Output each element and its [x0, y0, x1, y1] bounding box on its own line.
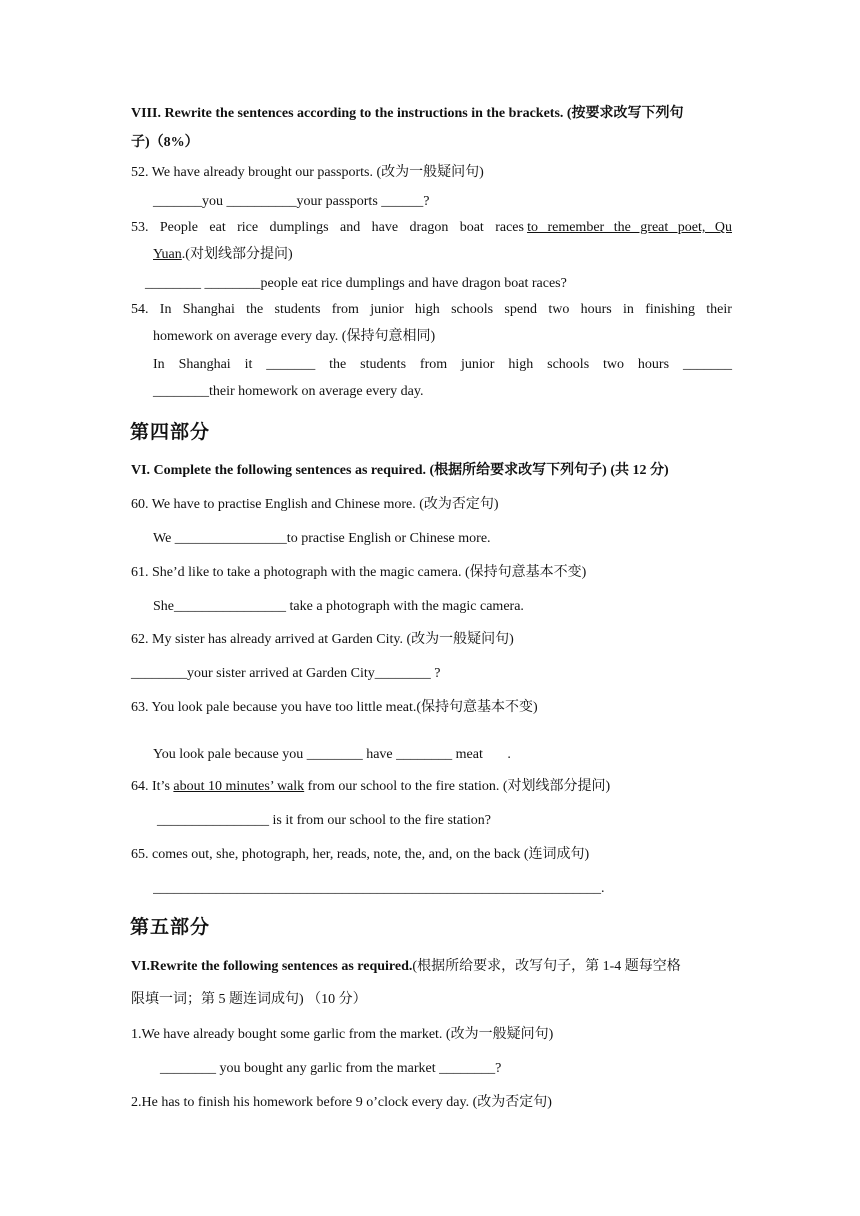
question-54-cont: homework on average every day. (保持句意相同)	[153, 329, 436, 344]
section-8-title-cont: 子)（8%）	[131, 135, 199, 150]
question-63: 63. You look pale because you have too little meat.(保持句意基本不变)	[131, 700, 538, 715]
question-2: 2.He has to finish his homework before 9 o’clock every day. (改为否定句)	[131, 1095, 552, 1110]
answer-1: ________ you bought any garlic from the market ________?	[160, 1061, 502, 1076]
part-4-title: VI. Complete the following sentences as required. (根据所给要求改写下列句子) (共 12 分)	[131, 463, 669, 478]
question-52: 52. We have already brought our passports. (改为一般疑问句)	[131, 165, 484, 180]
answer-64: ________________ is it from our school to the fire station?	[157, 813, 492, 828]
question-53-words: 53. People eat rice dumplings and have dragon boat races	[131, 220, 524, 235]
answer-63: You look pale because you ________ have ________ meat .	[153, 747, 511, 762]
section-8-title: VIII. Rewrite the sentences according to the instructions in the brackets. (按要求改写下列句	[131, 106, 684, 121]
answer-60: We ________________to practise English or Chinese more.	[153, 531, 491, 546]
question-64: 64. It’s about 10 minutes’ walk from our school to the fire station. (对划线部分提问)	[131, 779, 611, 794]
answer-54-cont: ________their homework on average every day.	[153, 384, 424, 399]
part-5-title-cont: 限填一词；第 5 题连词成句) （10 分）	[131, 992, 367, 1007]
part-5-heading: 第五部分	[130, 916, 211, 938]
question-60: 60. We have to practise English and Chinese more. (改为否定句)	[131, 497, 499, 512]
question-1: 1.We have already bought some garlic from the market. (改为一般疑问句)	[131, 1027, 554, 1042]
answer-61: She________________ take a photograph with the magic camera.	[153, 599, 524, 614]
part-4-heading: 第四部分	[130, 421, 211, 443]
answer-65: ________________________________________________________________.	[153, 881, 605, 896]
question-65: 65. comes out, she, photograph, her, reads, note, the, and, on the back (连词成句)	[131, 847, 590, 862]
question-53	[131, 219, 732, 237]
question-53-underlined: to remember the great poet, Qu	[527, 220, 732, 235]
answer-52: _______you __________your passports ______?	[153, 194, 430, 209]
part-5-title: VI.Rewrite the following sentences as required.(根据所给要求，改写句子，第 1-4 题每空格	[131, 959, 681, 974]
question-53-cont: Yuan.(对划线部分提问)	[153, 247, 293, 262]
answer-62: ________your sister arrived at Garden City________ ?	[131, 666, 441, 681]
answer-54: In Shanghai it _______ the students from junior high schools two hours _______	[153, 357, 732, 372]
answer-53: ________ ________people eat rice dumplings and have dragon boat races?	[145, 276, 567, 291]
question-62: 62. My sister has already arrived at Garden City. (改为一般疑问句)	[131, 632, 514, 647]
question-54: 54. In Shanghai the students from junior high schools spend two hours in finishing their	[131, 302, 732, 317]
question-61: 61. She’d like to take a photograph with the magic camera. (保持句意基本不变)	[131, 565, 587, 580]
